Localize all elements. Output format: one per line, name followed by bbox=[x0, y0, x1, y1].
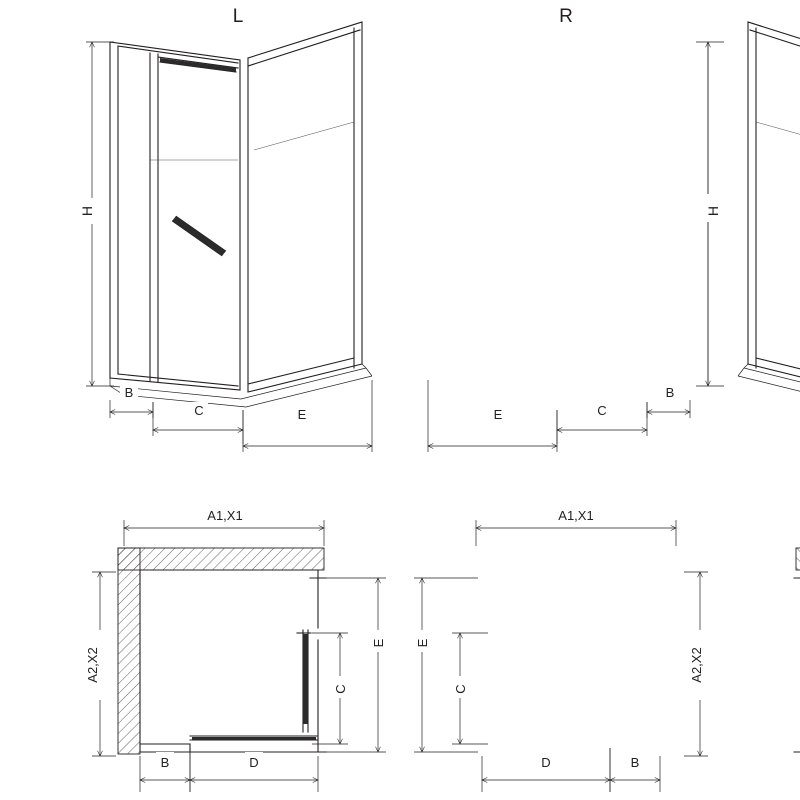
door-handle-left bbox=[172, 216, 226, 256]
label-e-plan-right: E bbox=[415, 638, 430, 648]
label-d-plan-left: D bbox=[249, 755, 259, 770]
label-b-left: B bbox=[124, 385, 134, 400]
dimension-c-right bbox=[557, 402, 647, 444]
dimension-h-left bbox=[76, 42, 114, 386]
dimension-d-plan-left bbox=[190, 748, 318, 792]
label-h-left: H bbox=[79, 205, 95, 217]
label-b-plan-left: B bbox=[160, 755, 170, 770]
label-e-left: E bbox=[297, 407, 307, 422]
dimension-h-right bbox=[696, 42, 724, 386]
dimension-b-right bbox=[647, 384, 690, 418]
label-c-plan-left: C bbox=[333, 684, 348, 694]
label-view-left: L bbox=[232, 6, 244, 27]
dimension-a1x1-left bbox=[124, 505, 324, 546]
dimension-e-right bbox=[428, 380, 557, 452]
dimension-e-left bbox=[243, 380, 372, 452]
label-a2x2-right: A2,X2 bbox=[689, 647, 704, 683]
label-b-plan-right: B bbox=[630, 755, 640, 770]
plan-view-right bbox=[412, 505, 800, 792]
label-c-left: C bbox=[194, 403, 204, 418]
label-d-plan-right: D bbox=[541, 755, 551, 770]
label-c-right: C bbox=[597, 403, 607, 418]
dimension-d-plan-right bbox=[482, 748, 610, 792]
label-view-right: R bbox=[559, 6, 573, 27]
label-a1x1-left: A1,X1 bbox=[207, 508, 243, 523]
dimension-b-plan-left bbox=[140, 748, 190, 792]
dimension-c-left bbox=[153, 402, 243, 444]
label-h-right: H bbox=[705, 205, 721, 217]
label-a1x1-right: A1,X1 bbox=[558, 508, 594, 523]
dimension-e-plan-right bbox=[412, 578, 478, 752]
iso-view-right bbox=[428, 6, 800, 452]
dimension-a2x2-left bbox=[85, 572, 116, 756]
plan-view-left bbox=[85, 505, 388, 792]
dimension-c-plan-right bbox=[450, 633, 488, 744]
label-e-right: E bbox=[493, 407, 503, 422]
label-b-right: B bbox=[665, 385, 675, 400]
dimension-e-plan-left bbox=[322, 578, 388, 752]
label-c-plan-right: C bbox=[453, 684, 468, 694]
iso-view-left bbox=[76, 6, 372, 452]
dimension-a2x2-right bbox=[684, 572, 712, 756]
label-e-plan-left: E bbox=[371, 638, 386, 648]
dimension-b-plan-right bbox=[610, 748, 660, 792]
dimension-a1x1-right bbox=[476, 505, 676, 546]
dimension-b-left bbox=[110, 384, 153, 418]
label-a2x2-left: A2,X2 bbox=[85, 647, 100, 683]
